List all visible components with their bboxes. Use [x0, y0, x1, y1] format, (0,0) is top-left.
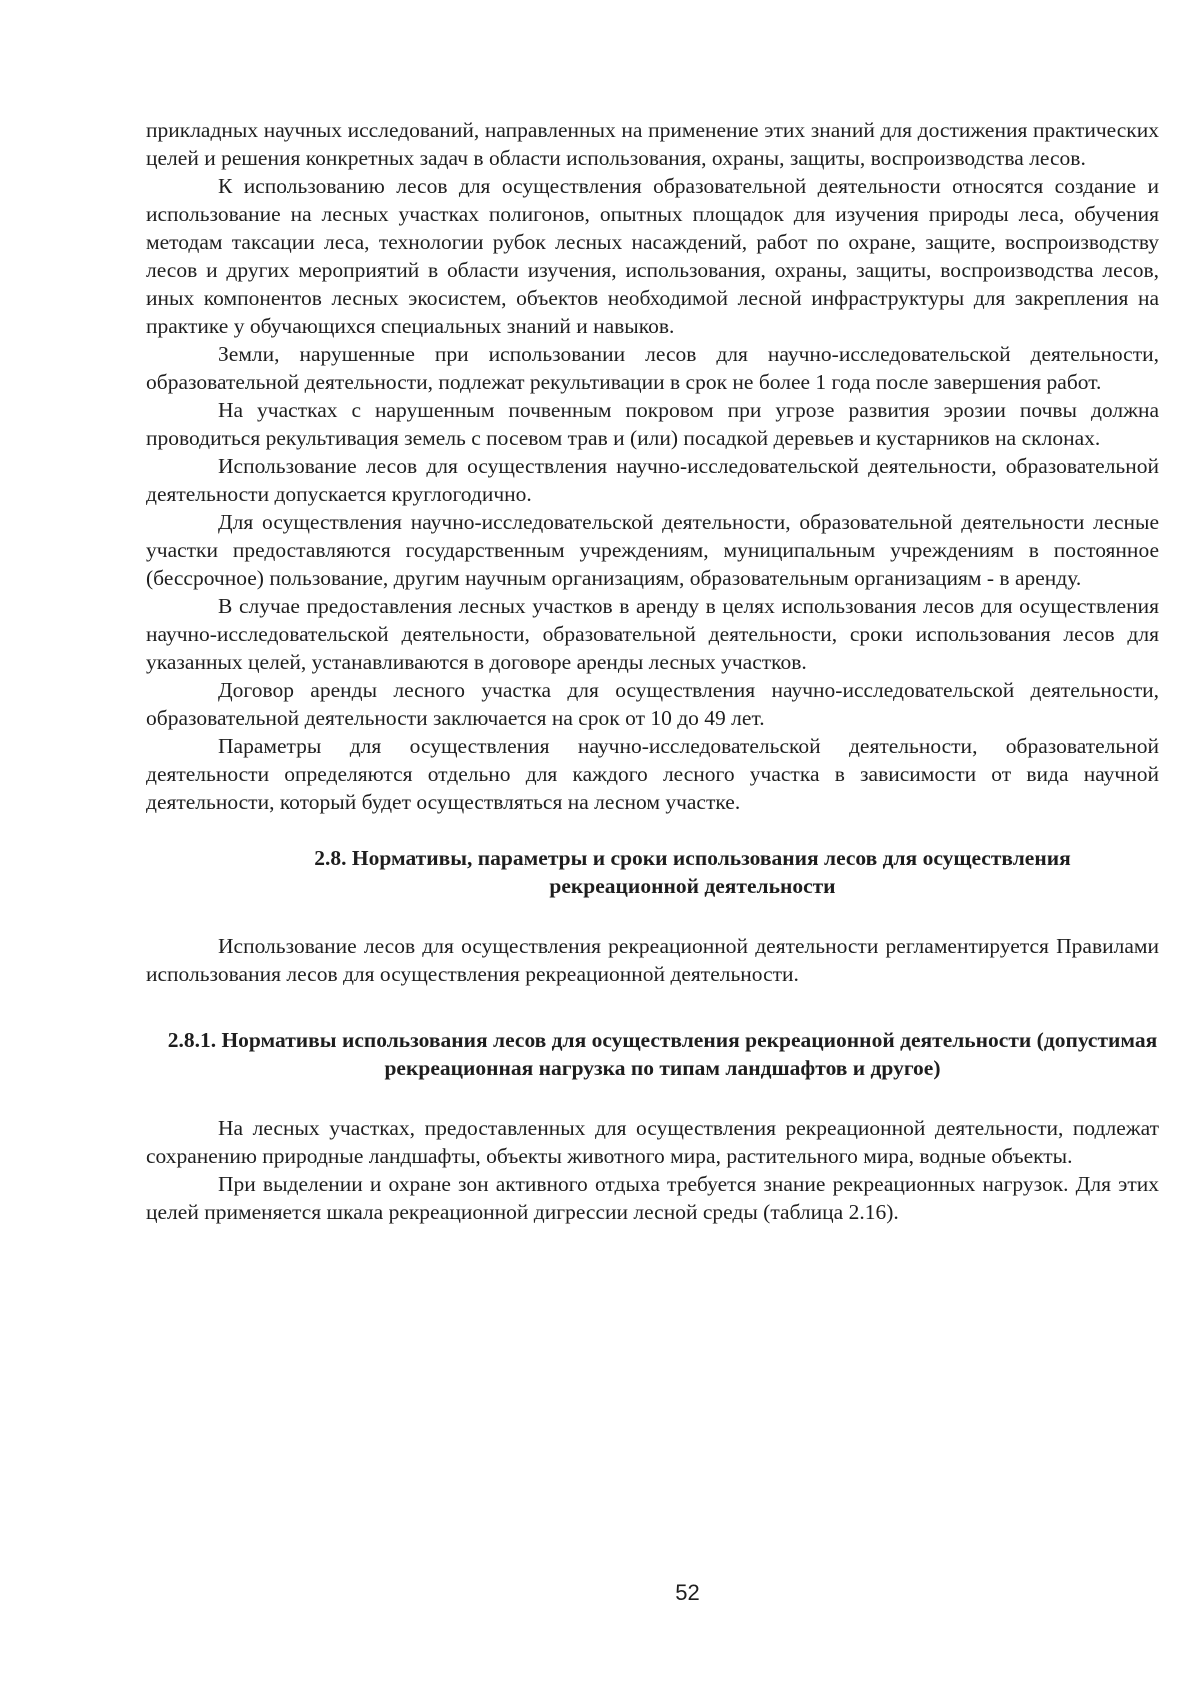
paragraph-land-recultivation: Земли, нарушенные при использовании лесов для научно-исследовательской деятельности, образовательной деятельности, подлежат рекультивации в срок не более 1 года после завершения работ. [146, 342, 1159, 394]
paragraph-land-provision: Для осуществления научно-исследовательской деятельности, образовательной деятельности лесные участки предоставляются государственным учреждениям, муниципальным учреждениям в постоянное (бессрочное) пользование, другим научным организациям, образовательным организациям - в аренду. [146, 510, 1159, 590]
paragraph-lease-duration: Договор аренды лесного участка для осуществления научно-исследовательской деятельности, образовательной деятельности заключается на срок от 10 до 49 лет. [146, 678, 1159, 730]
paragraph-parameters: Параметры для осуществления научно-исследовательской деятельности, образовательной деятельности определяются отдельно для каждого лесного участка в зависимости от вида научной деятельности, который будет осуществляться на лесном участке. [146, 734, 1159, 814]
paragraph-recreational-rules: Использование лесов для осуществления рекреационной деятельности регламентируется Правилами использования лесов для осуществления рекреационной деятельности. [146, 934, 1159, 986]
page-number: 52 [675, 1580, 700, 1605]
section-heading-2-8-1: 2.8.1. Нормативы использования лесов для осуществления рекреационной деятельности (допустимая рекреационная нагрузка по типам ландшафтов и другое) [167, 1028, 1158, 1080]
paragraph-landscape-preservation: На лесных участках, предоставленных для осуществления рекреационной деятельности, подлежат сохранению природные ландшафты, объекты животного мира, растительного мира, водные объекты. [146, 1116, 1159, 1168]
paragraph-continuation: прикладных научных исследований, направленных на применение этих знаний для достижения практических целей и решения конкретных задач в области использования, охраны, защиты, воспроизводства лесов. [146, 118, 1159, 170]
section-heading-2-8: 2.8. Нормативы, параметры и сроки использования лесов для осуществления рекреационной деятельности [314, 846, 1071, 898]
paragraph-educational-use: К использованию лесов для осуществления образовательной деятельности относятся создание и использование на лесных участках полигонов, опытных площадок для изучения природы леса, обучения методам таксации леса, технологии рубок лесных насаждений, работ по охране, защите, воспроизводству лесов и других мероприятий в области изучения, использования, охраны, защиты, воспроизводства лесов, иных компонентов лесных экосистем, объектов необходимой лесной инфраструктуры для закрепления на практике у обучающихся специальных знаний и навыков. [146, 174, 1159, 338]
paragraph-recreational-loads: При выделении и охране зон активного отдыха требуется знание рекреационных нагрузок. Для этих целей применяется шкала рекреационной дигрессии лесной среды (таблица 2.16). [146, 1172, 1159, 1224]
paragraph-erosion: На участках с нарушенным почвенным покровом при угрозе развития эрозии почвы должна проводиться рекультивация земель с посевом трав и (или) посадкой деревьев и кустарников на склонах. [146, 398, 1159, 450]
paragraph-lease-terms: В случае предоставления лесных участков в аренду в целях использования лесов для осуществления научно-исследовательской деятельности, образовательной деятельности, сроки использования лесов для указанных целей, устанавливаются в договоре аренды лесных участков. [146, 594, 1159, 674]
page-content [146, 116, 1159, 1226]
paragraph-year-round: Использование лесов для осуществления научно-исследовательской деятельности, образовательной деятельности допускается круглогодично. [146, 454, 1159, 506]
